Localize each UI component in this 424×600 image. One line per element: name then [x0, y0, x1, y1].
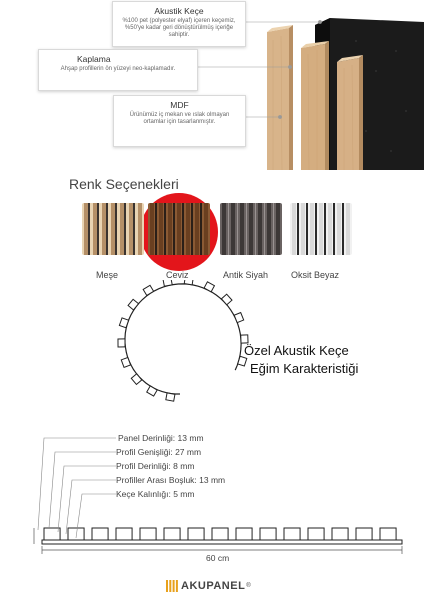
spec-diagram [0, 428, 424, 568]
profile-slat [308, 528, 324, 540]
spec-panel-depth: Panel Derinliği: 13 mm [118, 433, 204, 443]
spec-leader-line [49, 452, 116, 528]
callout-mdf [113, 95, 246, 147]
curve-profile-block [121, 357, 130, 367]
profile-slat [164, 528, 180, 540]
curve-title-line2: Eğim Karakteristiği [250, 361, 359, 376]
spec-felt-thickness: Keçe Kalınlığı: 5 mm [116, 489, 195, 499]
spec-panel-width-label: 60 cm [206, 553, 230, 563]
color-options-section [0, 170, 424, 290]
spec-section [0, 428, 424, 568]
curve-profile-block [128, 299, 138, 310]
callout-mdf-title: MDF [170, 100, 189, 110]
curve-profile-block [184, 280, 193, 285]
brand-logo [166, 579, 251, 593]
curve-profile-block [147, 386, 157, 396]
profile-slat [260, 528, 276, 540]
swatch-label-antik-siyah: Antik Siyah [223, 270, 269, 280]
color-options-heading: Renk Seçenekleri [69, 176, 179, 192]
felt-layer [42, 540, 402, 544]
profile-slat [140, 528, 156, 540]
callout-felt-text: %100 pet (polyester elyaf) içeren keçemiz, %50'ye kadar geri dönüştürülmüş içeriğe sahiptir. [122, 18, 236, 38]
curve-title-line1: Özel Akustik Keçe [244, 343, 349, 358]
brand-registered-mark: ® [246, 583, 251, 589]
swatch-oksit-beyaz[interactable] [290, 203, 352, 255]
swatch-label-oksit-beyaz: Oksit Beyaz [291, 270, 340, 280]
callout-felt-title: Akustik Keçe [154, 6, 204, 16]
curve-profile-block [143, 285, 153, 295]
curve-profile-block [241, 335, 248, 343]
swatch-ceviz[interactable] [148, 203, 210, 255]
callout-felt [112, 1, 246, 47]
profile-slat [236, 528, 252, 540]
curve-profile-block [163, 280, 172, 286]
curve-profile-block [131, 374, 142, 385]
callout-coating [38, 49, 198, 91]
profile-slat [68, 528, 84, 540]
spec-profile-gap: Profiller Arası Boşluk: 13 mm [116, 475, 226, 485]
brand-mark-icon [166, 580, 178, 592]
spec-profile-width: Profil Genişliği: 27 mm [116, 447, 202, 457]
profile-slat [356, 528, 372, 540]
profile-slat [92, 528, 108, 540]
swatch-label-ceviz: Ceviz [166, 270, 189, 280]
spec-leader-line [58, 466, 116, 532]
profile-slat [332, 528, 348, 540]
profile-slat [212, 528, 228, 540]
profile-slat [380, 528, 396, 540]
profile-slat [188, 528, 204, 540]
flexible-panel-curve [110, 280, 250, 420]
curve-section [0, 280, 424, 420]
profile-slat [284, 528, 300, 540]
swatch-mese[interactable] [82, 203, 144, 255]
callout-coating-text: Ahşap profillerin ön yüzeyi neo-kaplamadır. [60, 66, 176, 72]
callout-mdf-text: Ürünümüz iç mekan ve ıslak olmayan ortamlar için tasarlanmıştır. [129, 112, 230, 125]
profile-slat [116, 528, 132, 540]
profile-slat [44, 528, 60, 540]
swatch-label-mese: Meşe [96, 270, 119, 280]
curve-profile-block [118, 339, 125, 347]
product-section [0, 0, 424, 170]
curve-profile-block [204, 282, 214, 292]
brand-name: AKUPANEL [181, 580, 246, 592]
spec-leader-line [66, 480, 116, 534]
swatch-antik-siyah[interactable] [220, 203, 282, 255]
curve-profile-block [166, 393, 175, 401]
curve-profile-block [234, 313, 243, 323]
curve-profile-block [221, 294, 232, 305]
callout-coating-title: Kaplama [77, 54, 111, 64]
spec-profile-depth: Profil Derinliği: 8 mm [116, 461, 195, 471]
